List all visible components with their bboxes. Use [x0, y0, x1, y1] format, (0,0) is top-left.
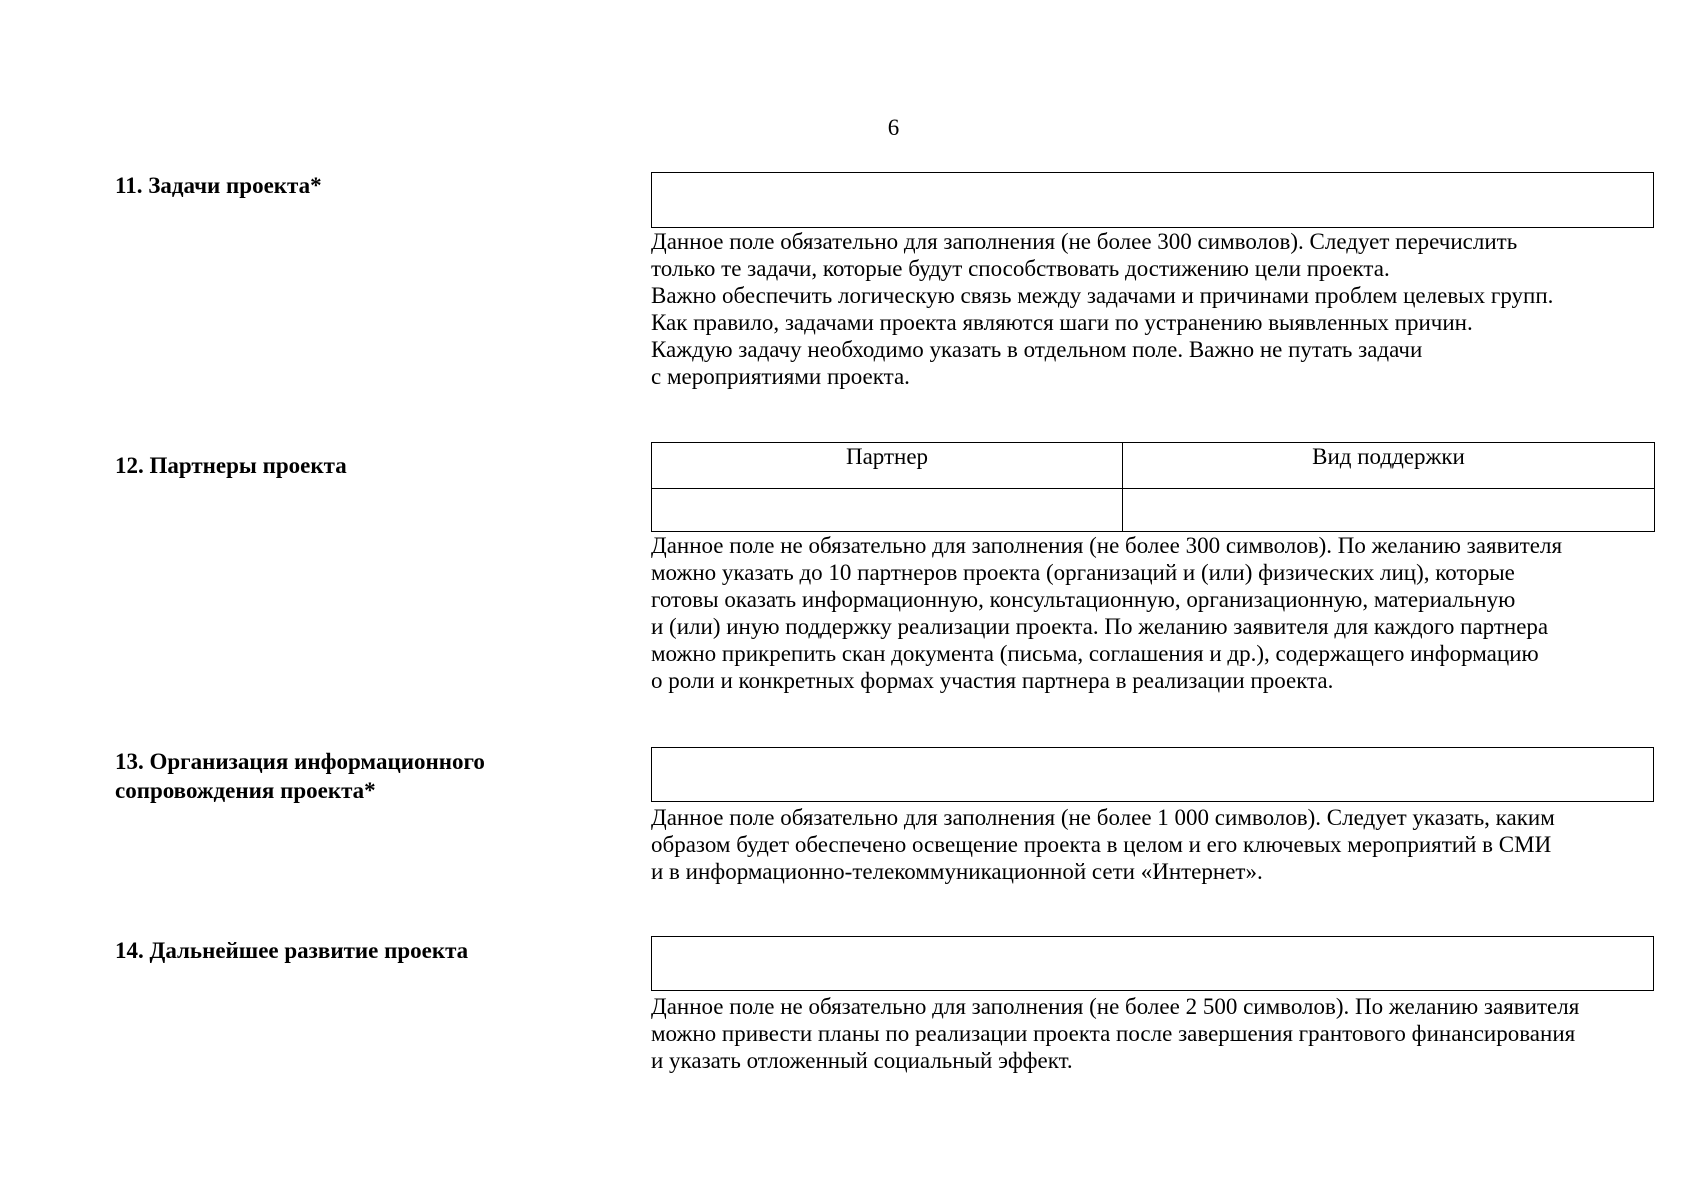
hint-line: и указать отложенный социальный эффект.	[651, 1048, 1073, 1073]
hint-line: Каждую задачу необходимо указать в отдельном поле. Важно не путать задачи	[651, 337, 1423, 362]
hint-line: Как правило, задачами проекта являются шаги по устранению выявленных причин.	[651, 310, 1473, 335]
section-14-label-line: 14. Дальнейшее развитие проекта	[115, 938, 469, 963]
partner-column-header: Партнер	[652, 443, 1123, 489]
hint-line: Данное поле обязательно для заполнения (не более 300 символов). Следует перечислить	[651, 229, 1518, 254]
section-14-hint	[651, 993, 1661, 1074]
hint-line: можно указать до 10 партнеров проекта (организаций и (или) физических лиц), которые	[651, 560, 1515, 585]
hint-line: Важно обеспечить логическую связь между задачами и причинами проблем целевых групп.	[651, 283, 1554, 308]
partner-cell[interactable]	[652, 489, 1123, 532]
partners-table	[651, 442, 1655, 532]
partners-table-row	[652, 489, 1655, 532]
section-13-label	[115, 747, 595, 805]
section-13-label-line: 13. Организация информационного	[115, 749, 485, 774]
partners-table-header-row	[652, 443, 1655, 489]
hint-line: Данное поле не обязательно для заполнения (не более 300 символов). По желанию заявителя	[651, 533, 1563, 558]
hint-line: и (или) иную поддержку реализации проекта. По желанию заявителя для каждого партнера	[651, 614, 1549, 639]
hint-line: можно прикрепить скан документа (письма, соглашения и др.), содержащего информацию	[651, 641, 1539, 666]
page-number: 6	[887, 115, 900, 140]
hint-line: с мероприятиями проекта.	[651, 364, 910, 389]
section-13-label-line: сопровождения проекта*	[115, 778, 376, 803]
section-12-hint	[651, 532, 1661, 694]
hint-line: о роли и конкретных формах участия партнера в реализации проекта.	[651, 668, 1334, 693]
hint-line: Данное поле обязательно для заполнения (не более 1 000 символов). Следует указать, каким	[651, 805, 1555, 830]
section-12-label	[115, 451, 595, 480]
hint-line: и в информационно-телекоммуникационной сети «Интернет».	[651, 859, 1263, 884]
section-11-hint	[651, 228, 1661, 390]
hint-line: только те задачи, которые будут способствовать достижению цели проекта.	[651, 256, 1390, 281]
section-14-label	[115, 936, 595, 965]
hint-line: образом будет обеспечено освещение проекта в целом и его ключевых мероприятий в СМИ	[651, 832, 1552, 857]
section-11-label-line: 11. Задачи проекта*	[115, 173, 322, 198]
hint-line: Данное поле не обязательно для заполнения (не более 2 500 символов). По желанию заявителя	[651, 994, 1580, 1019]
section-14-input-field[interactable]	[651, 936, 1654, 991]
section-11-label	[115, 171, 595, 200]
hint-line: готовы оказать информационную, консультационную, организационную, материальную	[651, 587, 1516, 612]
section-13-hint	[651, 804, 1661, 885]
hint-line: можно привести планы по реализации проекта после завершения грантового финансирования	[651, 1021, 1576, 1046]
section-13-input-field[interactable]	[651, 747, 1654, 802]
support-type-cell[interactable]	[1123, 489, 1655, 532]
section-12-label-line: 12. Партнеры проекта	[115, 453, 347, 478]
section-11-input-field[interactable]	[651, 172, 1654, 228]
support-type-column-header: Вид поддержки	[1123, 443, 1655, 489]
